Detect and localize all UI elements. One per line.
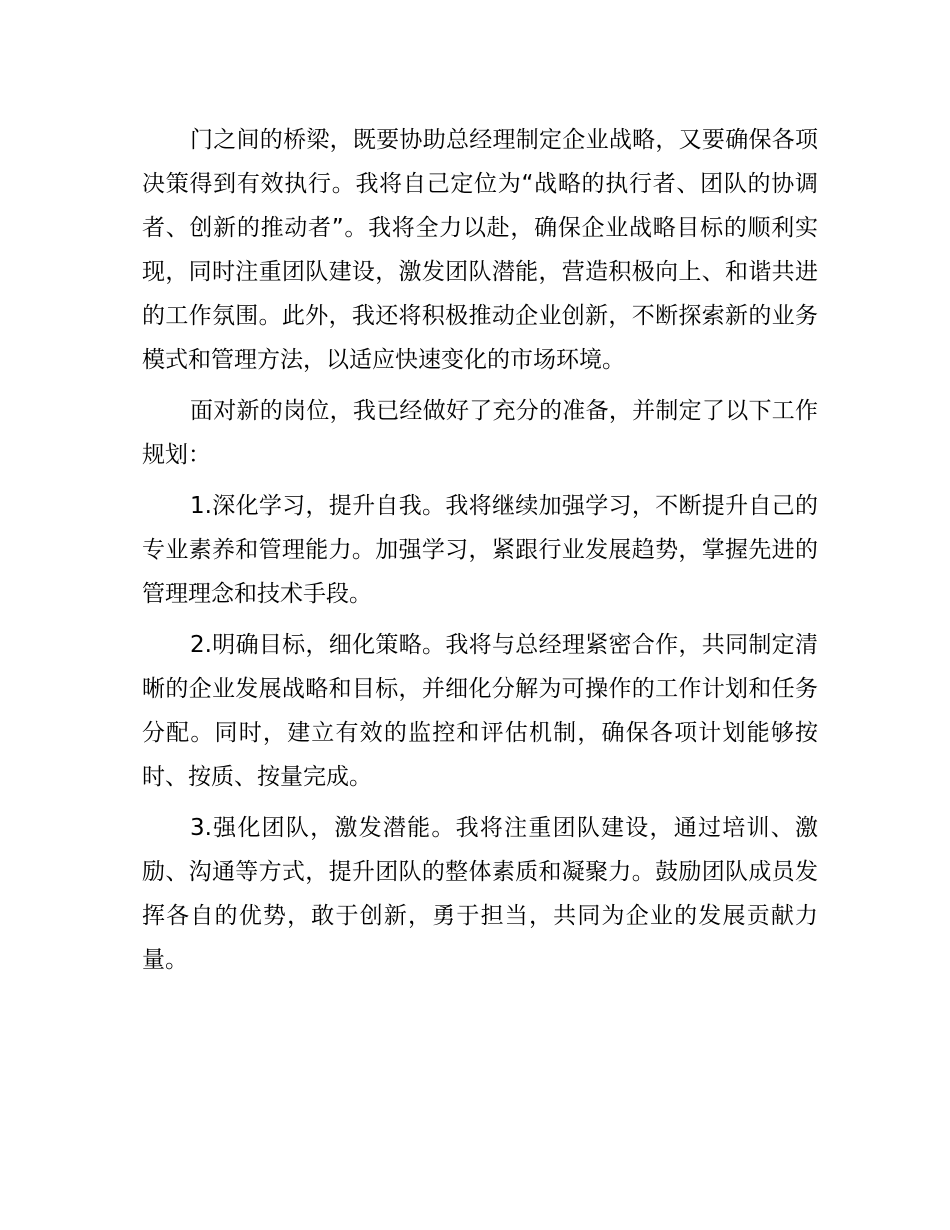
paragraph-work-plan-intro: 面对新的岗位，我已经做好了充分的准备，并制定了以下工作规划： xyxy=(142,398,818,468)
paragraph-plan-item-3: 3.强化团队，激发潜能。我将注重团队建设，通过培训、激励、沟通等方式，提升团队的整体素质和凝聚力。鼓励团队成员发挥各自的优势，敢于创新，勇于担当，共同为企业的发展贡献力量。 xyxy=(142,815,818,973)
document-body xyxy=(142,118,818,982)
paragraph-plan-item-2: 2.明确目标，细化策略。我将与总经理紧密合作，共同制定清晰的企业发展战略和目标，并细化分解为可操作的工作计划和任务分配。同时，建立有效的监控和评估机制，确保各项计划能够按时、按质、按量完成。 xyxy=(142,632,818,790)
paragraph-plan-item-1: 1.深化学习，提升自我。我将继续加强学习，不断提升自己的专业素养和管理能力。加强学习，紧跟行业发展趋势，掌握先进的管理理念和技术手段。 xyxy=(142,493,818,607)
paragraph-role-positioning: 门之间的桥梁，既要协助总经理制定企业战略，又要确保各项决策得到有效执行。我将自己定位为“战略的执行者、团队的协调者、创新的推动者”。我将全力以赴，确保企业战略目标的顺利实现，同时注重团队建设，激发团队潜能，营造积极向上、和谐共进的工作氛围。此外，我还将积极推动企业创新，不断探索新的业务模式和管理方法，以适应快速变化的市场环境。 xyxy=(142,127,818,373)
